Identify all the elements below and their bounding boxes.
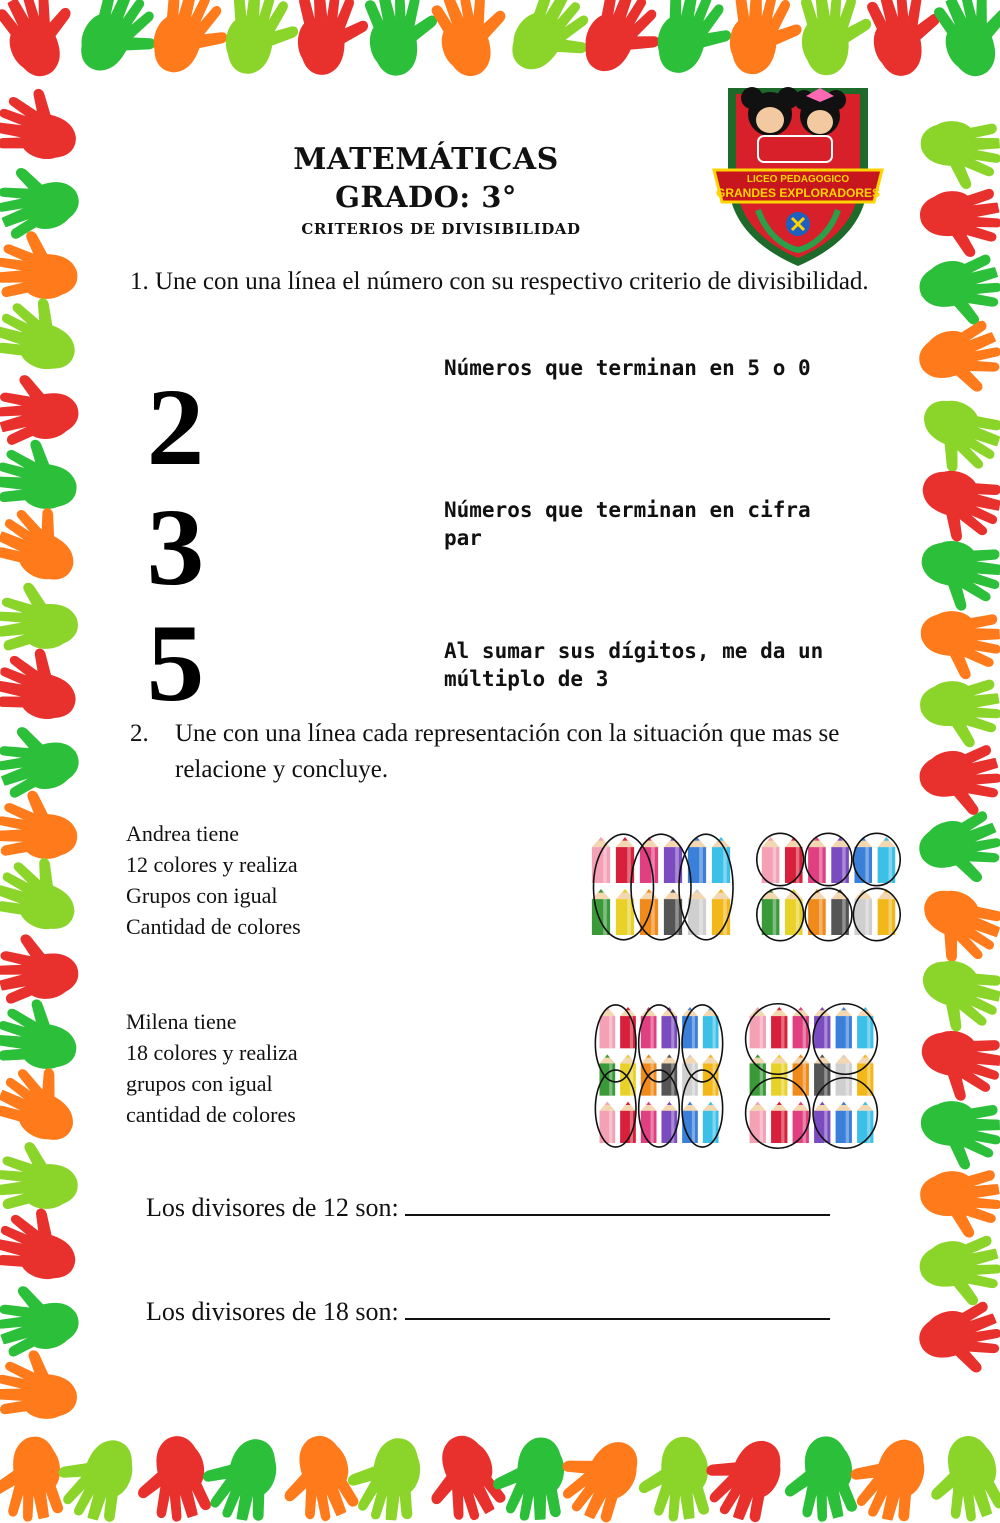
divisors-18-label: Los divisores de 18 son: (146, 1297, 399, 1326)
hand-print-icon (917, 1163, 1000, 1244)
hand-print-icon (491, 1436, 567, 1523)
colored-pencil-icon (836, 1102, 852, 1143)
hand-print-icon (292, 0, 372, 77)
hand-print-icon (0, 923, 83, 1011)
divisors-12-answer-line[interactable] (405, 1190, 830, 1216)
logo-text-line2: GRANDES EXPLORADORES (715, 186, 881, 200)
hand-print-icon (916, 1429, 1000, 1523)
colored-pencil-icon (857, 1102, 873, 1143)
hand-print-icon (914, 1228, 1000, 1317)
logo-text-line1: LICEO PEDAGOGICO (746, 174, 850, 185)
hand-print-icon (0, 1350, 77, 1420)
situation-line: Cantidad de colores (126, 914, 301, 939)
criterion-ends-even[interactable]: Números que terminan en cifra par (444, 498, 811, 550)
hand-print-icon (916, 182, 1000, 265)
hand-print-icon (0, 643, 83, 724)
hand-print-icon (346, 1436, 422, 1523)
hand-print-icon (774, 1431, 865, 1523)
hand-print-icon (632, 1434, 716, 1523)
colored-pencil-icon (831, 889, 849, 935)
situation-line: grupos con igual (126, 1071, 273, 1096)
hand-print-icon (0, 438, 78, 510)
hand-print-icon (918, 539, 1000, 613)
question-1-text: 1. Une con una línea el número con su respectivo criterio de divisibilidad. (130, 268, 869, 295)
situation-milena[interactable] (126, 1006, 426, 1130)
hand-print-icon (919, 118, 1000, 192)
situation-andrea[interactable] (126, 818, 426, 942)
divisors-12-row (146, 1190, 886, 1225)
pencils-12-groups-of-2[interactable] (756, 832, 901, 942)
divisors-18-row (146, 1294, 886, 1329)
colored-pencil-icon (620, 1102, 636, 1143)
criterion-ends-5-or-0[interactable]: Números que terminan en 5 o 0 (444, 356, 811, 380)
hand-print-icon (914, 737, 1000, 827)
colored-pencil-icon (771, 1007, 787, 1048)
colored-pencil-icon (808, 889, 826, 935)
colored-pencil-icon (750, 1102, 766, 1143)
hand-print-icon (918, 1029, 1000, 1105)
hand-print-icon (917, 673, 1000, 755)
worksheet-page (96, 78, 908, 1408)
colored-pencil-icon (661, 1007, 677, 1048)
school-logo (708, 78, 888, 268)
hand-print-icon (197, 1432, 281, 1523)
situation-line: cantidad de colores (126, 1102, 296, 1127)
colored-pencil-icon (599, 1054, 615, 1095)
hand-print-icon (794, 0, 878, 78)
hand-print-icon (653, 0, 737, 80)
number-5[interactable]: 5 (146, 602, 205, 724)
hand-print-icon (0, 228, 79, 304)
hand-print-icon (0, 575, 81, 657)
hand-print-icon (0, 847, 87, 936)
hand-print-icon (0, 363, 84, 453)
hand-print-icon (0, 1201, 84, 1284)
hand-print-icon (410, 1427, 515, 1523)
situation-line: Andrea tiene (126, 821, 239, 846)
hand-print-icon (914, 466, 1000, 549)
colored-pencil-icon (703, 1054, 719, 1095)
pencils-12-groups-of-4[interactable] (586, 832, 736, 942)
colored-pencil-icon (661, 1102, 677, 1143)
hand-print-icon (914, 955, 1000, 1039)
grade-label: GRADO: 3° (335, 180, 517, 214)
hand-print-icon (914, 247, 1000, 338)
worksheet-subtitle: CRITERIOS DE DIVISIBILIDAD (301, 220, 581, 238)
colored-pencil-icon (836, 1007, 852, 1048)
criterion-sum-digits-multiple-3[interactable]: Al sumar sus dígitos, me da un múltiplo de 3 (444, 639, 824, 691)
hand-print-icon (912, 1293, 1000, 1388)
group-circle (631, 834, 691, 940)
hand-print-icon (925, 0, 1000, 84)
divisors-18-answer-line[interactable] (405, 1294, 830, 1320)
question-2-number: 2. (130, 720, 149, 747)
hand-print-icon (0, 711, 85, 806)
colored-pencil-icon (641, 1007, 657, 1048)
hand-print-icon (0, 1136, 81, 1216)
situation-line: Milena tiene (126, 1009, 237, 1034)
situation-line: 18 colores y realiza (126, 1040, 298, 1065)
colored-pencil-icon (857, 1007, 873, 1048)
page-title: MATEMÁTICAS (293, 142, 559, 177)
colored-pencil-icon (771, 1102, 787, 1143)
colored-pencil-icon (641, 1102, 657, 1143)
number-3[interactable]: 3 (146, 486, 205, 608)
hand-print-icon (423, 0, 523, 84)
colored-pencil-icon (878, 837, 896, 883)
hand-print-icon (0, 1432, 71, 1523)
colored-pencil-icon (703, 1007, 719, 1048)
colored-pencil-icon (682, 1102, 698, 1143)
question-2-text: Une con una línea cada representación con la situación que mas se relacione y concluye. (175, 720, 840, 783)
hand-print-icon (0, 84, 81, 162)
hand-print-icon (730, 0, 802, 74)
hand-print-icon (0, 151, 86, 247)
hand-print-icon (0, 289, 86, 376)
colored-pencil-icon (762, 837, 780, 883)
situation-line: Grupos con igual (126, 883, 278, 908)
hand-print-icon (910, 883, 1000, 975)
logo-shield-icon (708, 78, 888, 268)
situation-line: 12 colores y realiza (126, 852, 298, 877)
hand-print-icon (910, 393, 1000, 484)
pencils-18-groups-of-3[interactable] (594, 1002, 724, 1150)
hand-print-icon (912, 312, 1000, 409)
hand-print-icon (920, 1099, 1000, 1171)
pencils-18-groups-of-6[interactable] (744, 1002, 879, 1150)
hand-print-icon (224, 0, 300, 76)
colored-pencil-icon (599, 1007, 615, 1048)
hand-print-icon (0, 1272, 85, 1365)
hand-print-icon (148, 0, 236, 82)
hand-print-icon (0, 997, 80, 1071)
colored-pencil-icon (750, 1007, 766, 1048)
hand-print-icon (920, 608, 1000, 681)
number-2[interactable]: 2 (146, 366, 205, 488)
divisors-12-label: Los divisores de 12 son: (146, 1193, 399, 1222)
hand-print-icon (912, 803, 1000, 899)
hand-print-icon (0, 789, 78, 862)
colored-pencil-icon (712, 889, 730, 935)
hand-print-icon (0, 0, 92, 85)
